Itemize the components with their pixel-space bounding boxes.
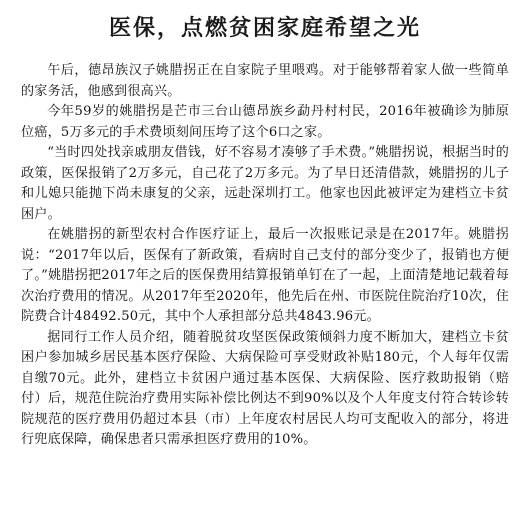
article-paragraph-1: 午后，德昂族汉子姚腊拐正在自家院子里喂鸡。对于能够帮着家人做一些简单的家务活，他感到很高兴。 xyxy=(21,63,509,99)
article-paragraph-2: 今年59岁的姚腊拐是芒市三台山德昂族乡勐丹村村民，2016年被确诊为肺原位癌，5万多元的手术费顷刻间压垮了这个6口之家。 xyxy=(21,104,509,140)
article-paragraph-4: 在姚腊拐的新型农村合作医疗证上，最后一次报账记录是在2017年。姚腊拐说：“2017年以后，医保有了新政策，看病时自己支付的部分变少了，报销也方便了。”姚腊拐把2017年之后的医保费用结算报销单钉在了一起，上面清楚地记载着每次治疗费用的情况。从2017年至2020年，他先后在州、市医院住院治疗10次，住院费合计48492.50元，其中个人承担部分总共4843.96元。 xyxy=(21,227,509,324)
article-paragraph-3: “当时四处找亲戚朋友借钱，好不容易才凑够了手术费。”姚腊拐说，根据当时的政策，医保报销了2万多元，自己花了2万多元。为了早日还清借款，姚腊拐的儿子和儿媳只能抛下尚未康复的父亲，远赴深圳打工。他家也因此被评定为建档立卡贫困户。 xyxy=(21,145,509,222)
article-paragraph-5: 据同行工作人员介绍，随着脱贫攻坚医保政策倾斜力度不断加大，建档立卡贫困户参加城乡居民基本医疗保险、大病保险可享受财政补贴180元，个人每年仅需自缴70元。此外，建档立卡贫困户通过基本医保、大病保险、医疗救助报销（赔付）后，规范住院治疗费用实际补偿比例达不到90%以及个人年度支付符合转诊转院规范的医疗费用仍超过本县（市）上年度农村居民人均可支配收入的部分，将进行兜底保障，确保患者只需承担医疗费用的10%。 xyxy=(21,329,509,447)
article-title: 医保，点燃贫困家庭希望之光 xyxy=(108,15,421,41)
